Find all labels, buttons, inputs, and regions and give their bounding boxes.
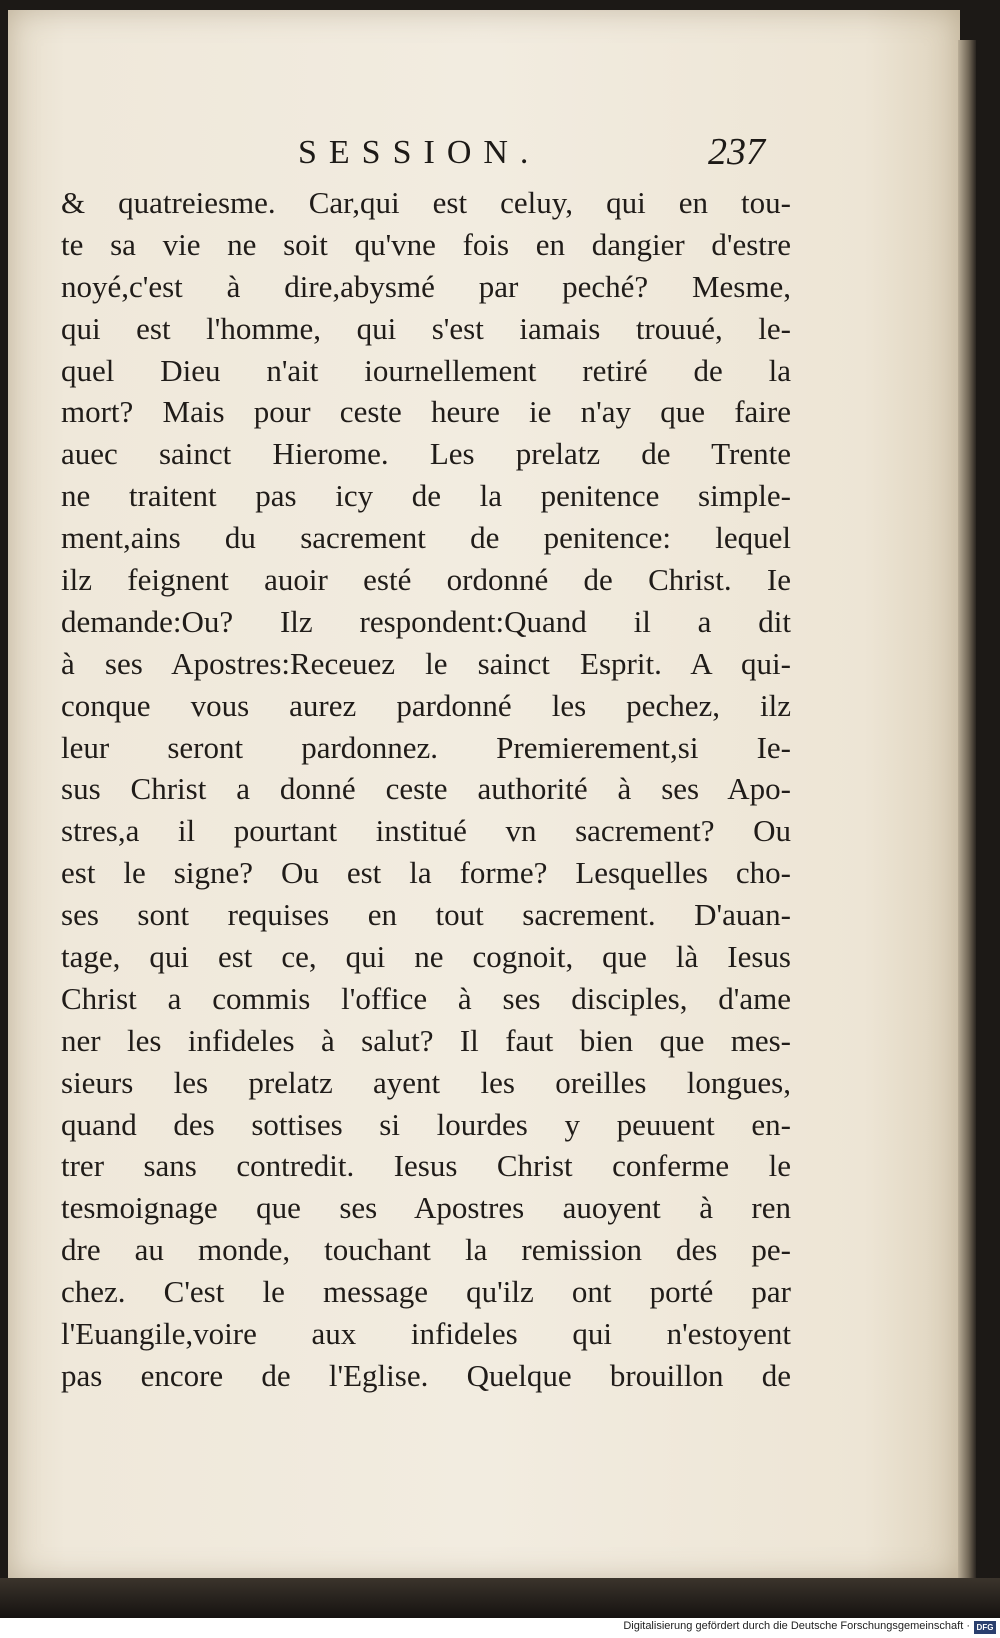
text-line: est le signe? Ou est la forme? Lesquelles cho- [61,855,791,891]
text-line: mort? Mais pour ceste heure ie n'ay que faire [61,394,791,430]
text-line: quand des sottises si lourdes y peuuent en- [61,1106,791,1142]
body-text [61,182,791,1397]
text-line: ne traitent pas icy de la penitence simple- [61,478,791,514]
text-line: sieurs les prelatz ayent les oreilles longues, [61,1064,791,1100]
text-line: à ses Apostres:Receuez le sainct Esprit. A qui- [61,645,791,681]
text-line: te sa vie ne soit qu'vne fois en dangier d'estre [61,226,791,262]
funding-credit: Digitalisierung gefördert durch die Deutsche Forschungsgemeinschaft · [623,1620,970,1632]
text-line: tage, qui est ce, qui ne cognoit, que là Iesus [61,939,791,975]
paper-page [8,10,960,1580]
digitization-footer [0,1618,1000,1638]
text-line: demande:Ou? Ilz respondent:Quand il a dit [61,603,791,639]
dfg-logo-icon: DFG [974,1621,996,1634]
text-line: trer sans contredit. Iesus Christ conferme le [61,1148,791,1184]
text-line: & quatreiesme. Car,qui est celuy, qui en tou- [61,185,791,220]
text-line: sus Christ a donné ceste authorité à ses Apo- [61,771,791,807]
text-line: ment,ains du sacrement de penitence: lequel [61,520,791,556]
page-header [8,128,960,178]
text-line: ner les infideles à salut? Il faut bien que mes- [61,1022,791,1058]
text-line: qui est l'homme, qui s'est iamais trouué, le- [61,310,791,346]
text-line: dre au monde, touchant la remission des pe- [61,1232,791,1268]
text-line: conque vous aurez pardonné les pechez, ilz [61,687,791,723]
text-line: chez. C'est le message qu'ilz ont porté par [61,1274,791,1310]
text-line: noyé,c'est à dire,abysmé par peché? Mesme, [61,268,791,304]
text-line: stres,a il pourtant institué vn sacrement? Ou [61,813,791,849]
text-line: ses sont requises en tout sacrement. D'auan- [61,897,791,933]
text-line: ilz feignent auoir esté ordonné de Christ. Ie [61,562,791,598]
book-bottom-edge [0,1578,1000,1618]
page-number: 237 [708,131,765,173]
text-line: l'Euangile,voire aux infideles qui n'estoyent [61,1316,791,1352]
text-line: quel Dieu n'ait iournellement retiré de la [61,352,791,388]
text-line: tesmoignage que ses Apostres auoyent à ren [61,1190,791,1226]
text-line: pas encore de l'Eglise. Quelque brouillon de [61,1357,791,1393]
running-head: SESSION. [298,134,541,171]
text-line: auec sainct Hierome. Les prelatz de Trente [61,436,791,472]
text-line: leur seront pardonnez. Premierement,si Ie- [61,729,791,765]
page-edge [958,40,976,1580]
text-line: Christ a commis l'office à ses disciples, d'ame [61,980,791,1016]
